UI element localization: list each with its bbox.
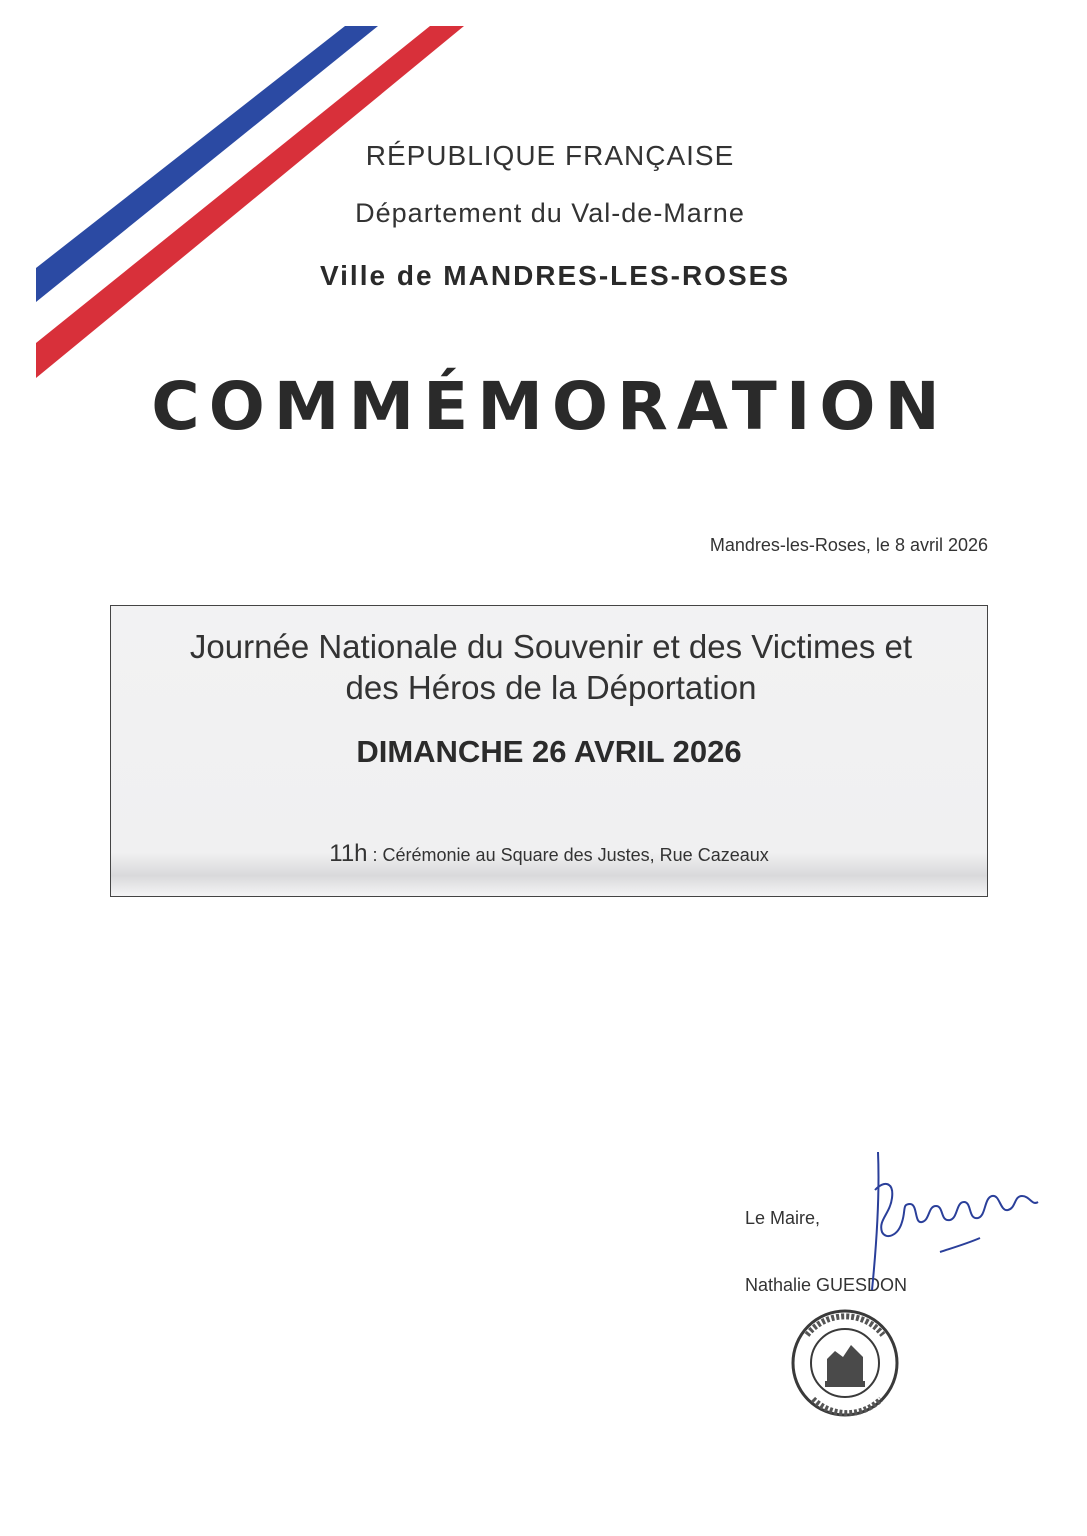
event-date: DIMANCHE 26 AVRIL 2026 [356,734,742,769]
event-box [110,605,988,897]
tricolor-ribbon [0,0,480,390]
event-name-line1: Journée Nationale du Souvenir et des Victimes et [189,628,913,665]
dateline: Mandres-les-Roses, le 8 avril 2026 [709,535,988,555]
department-heading: Département du Val-de-Marne [355,198,745,228]
event-time: 11h [329,840,368,867]
republic-heading: RÉPUBLIQUE FRANÇAISE [365,140,735,171]
signatory-name: Nathalie GUESDON [745,1275,908,1295]
event-description: : Cérémonie au Square des Justes, Rue Cazeaux [367,845,769,865]
page-title: COMMÉMORATION [151,368,949,445]
handwritten-signature [840,1140,1050,1300]
city-hall-stamp [785,1295,910,1440]
event-name [131,626,971,708]
event-name-line2: des Héros de la Déportation [345,669,757,706]
city-heading: Ville de MANDRES-LES-ROSES [319,260,790,291]
signatory-title: Le Maire, [745,1208,821,1228]
event-detail [111,840,987,868]
